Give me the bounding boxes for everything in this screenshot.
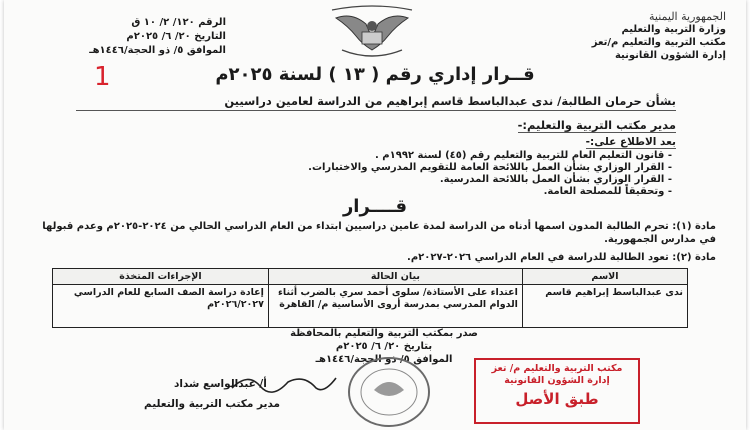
issued-hijri-date: الموافق ٥/ ذو الحجة/١٤٤٦هـ xyxy=(315,354,453,365)
article-1: مادة (١): تحرم الطالبة المدون اسمها أدناه من الدراسة لمدة عامين دراسيين ابتداء من العام الدراسي الحالي من ٢٠٢٤-٢٠٢٥م وعدم قبولها في مدارس الجمهورية. xyxy=(42,221,716,245)
ministry-name: وزارة التربية والتعليم xyxy=(621,24,726,35)
references-list xyxy=(152,150,672,198)
true-copy-stamp xyxy=(474,358,640,424)
reference-item: - القرار الوزاري بشأن العمل باللائحة العامة للتقويم المدرسي والاختبارات. xyxy=(152,162,672,174)
reference-block xyxy=(26,16,226,58)
table-row xyxy=(53,285,688,328)
student-table xyxy=(52,268,688,328)
annotation-number: 1 xyxy=(94,62,111,92)
reference-date: التاريخ ٢٠/ ٦/ ٢٠٢٥م xyxy=(126,31,226,42)
letterhead-right xyxy=(496,10,726,62)
decision-subject: بشأن حرمان الطالبة/ ندى عبدالباسط قاسم إبراهيم من الدراسة لعامين دراسيين xyxy=(76,94,676,111)
column-header-action: الإجراءات المتخذة xyxy=(53,269,269,285)
republic-name: الجمهورية اليمنية xyxy=(648,10,726,23)
reference-item: - قانون التعليم العام للتربية والتعليم رقم (٤٥) لسنة ١٩٩٢م . xyxy=(152,150,672,162)
student-name-cell: ندى عبدالباسط إبراهيم قاسم xyxy=(522,285,687,328)
eagle-emblem-icon xyxy=(322,4,422,60)
action-taken-cell: إعادة دراسة الصف السابع للعام الدراسي ٢٠٢٦/٢٠٢٧م xyxy=(53,285,269,328)
official-round-stamp-icon xyxy=(334,350,444,430)
reference-item: - القرار الوزاري بشأن العمل باللائحة المدرسية. xyxy=(152,174,672,186)
department-name: إدارة الشؤون القانونية xyxy=(614,50,726,61)
stamp-line: مكتب التربية والتعليم م/ تعز xyxy=(491,363,623,374)
decree-heading: قــــرار xyxy=(342,196,408,217)
article-2: مادة (٢): تعود الطالبة للدراسة في العام الدراسي ٢٠٢٦-٢٠٢٧م. xyxy=(407,252,716,263)
reference-item: - وتحقيقاً للمصلحة العامة. xyxy=(152,186,672,198)
issued-date: بتاريخ ٢٠/ ٦/ ٢٠٢٥م xyxy=(335,341,433,352)
issued-line: صدر بمكتب التربية والتعليم بالمحافظة xyxy=(290,328,478,339)
reference-number: الرقم ١٢٠/ ٢/ ١٠ ق xyxy=(131,17,226,28)
stamp-line: إدارة الشؤون القانونية xyxy=(504,375,610,386)
office-name: مكتب التربية والتعليم م/تعز xyxy=(591,37,726,48)
document-sheet xyxy=(4,0,746,430)
stamp-true-copy-label: طبق الأصل xyxy=(515,390,599,408)
reference-hijri-date: الموافق ٥/ ذو الحجة/١٤٤٦هـ xyxy=(89,45,226,56)
decision-title: قــرار إداري رقم ( ١٣ ) لسنة ٢٠٢٥م xyxy=(215,64,535,85)
column-header-name: الاسم xyxy=(522,269,687,285)
column-header-case: بيان الحالة xyxy=(268,269,522,285)
after-review-heading: بعد الاطلاع على:- xyxy=(585,136,676,148)
table-header-row xyxy=(53,269,688,285)
signatory-name: أ/ عبدالواسع شداد xyxy=(174,378,267,390)
director-heading: مدير مكتب التربية والتعليم:- xyxy=(517,118,676,132)
case-description-cell: اعتداء على الأستاذة/ سلوى أحمد سري بالضرب أثناء الدوام المدرسي بمدرسة أروى الأساسية م/ القاهرة xyxy=(268,285,522,328)
signatory-title: مدير مكتب التربية والتعليم xyxy=(144,398,281,410)
